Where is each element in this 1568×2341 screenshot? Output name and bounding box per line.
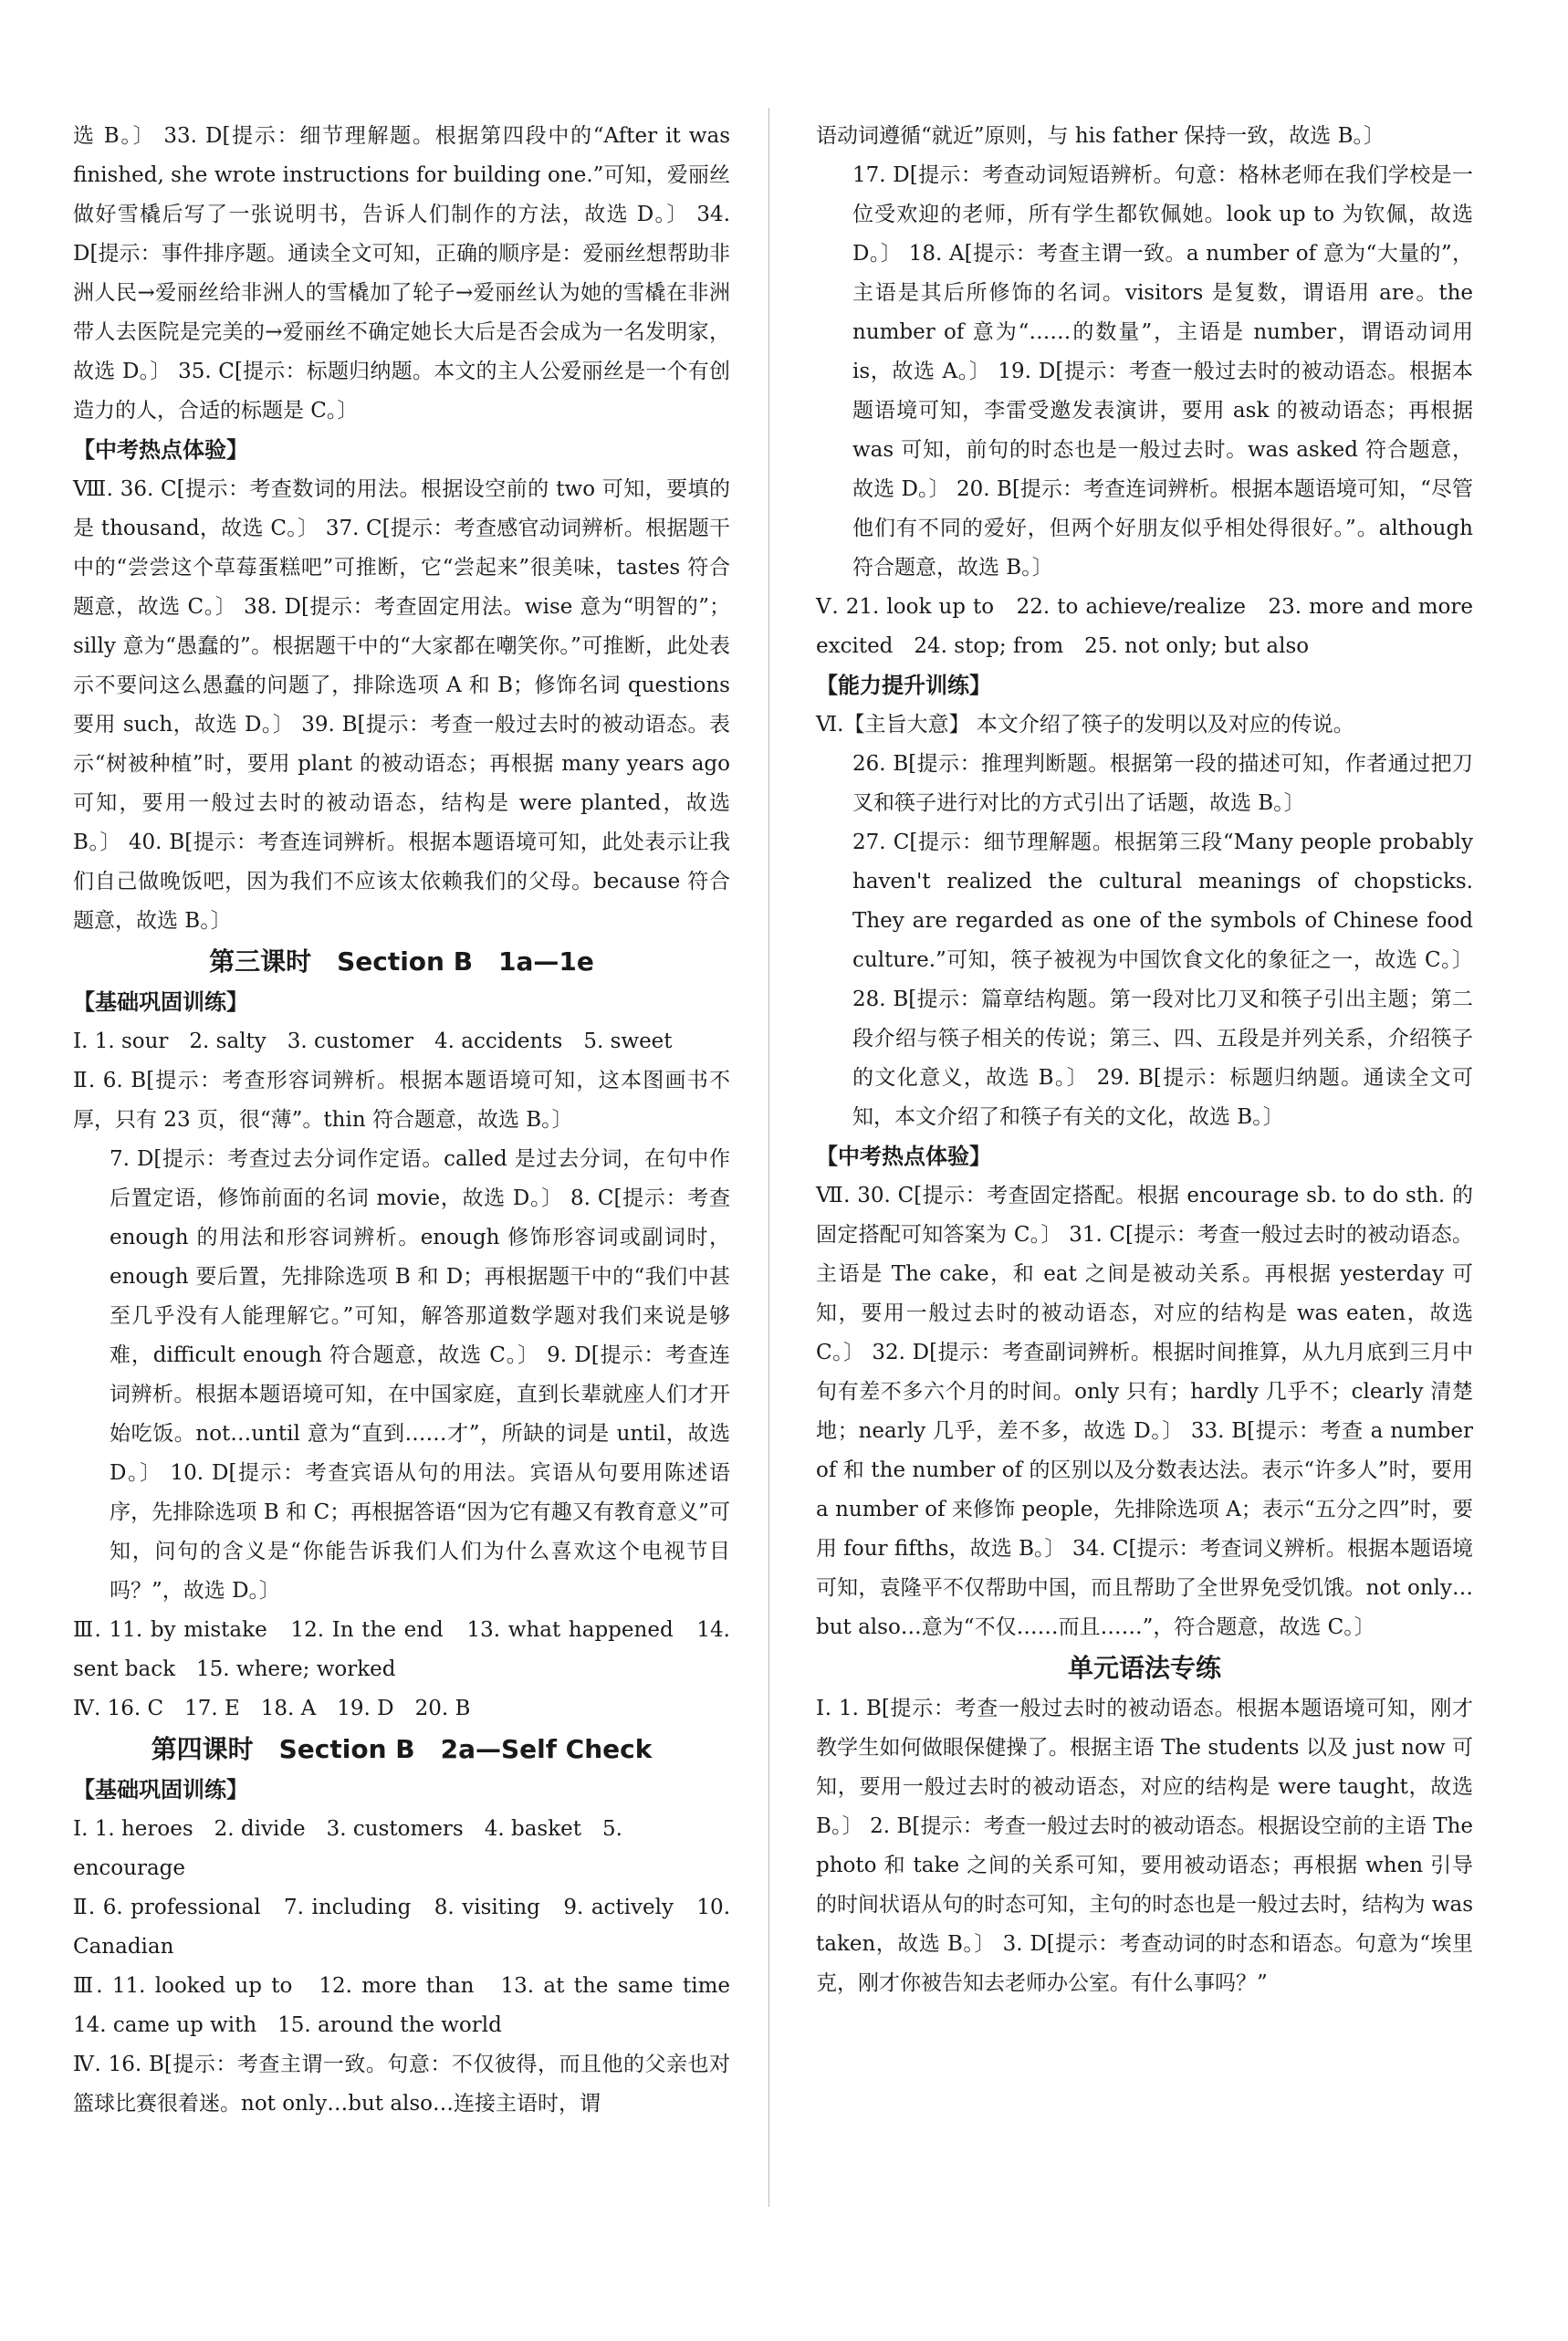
answer-paragraph: Ⅰ. 1. B[提示：考查一般过去时的被动语态。根据本题语境可知，刚才教学生如何做眼保健操了。根据主语 The students 以及 just now 可知，要用一般过去时的被动语态，对应的结构是 were taught，故选 B。〕 2. B[提示：考查一般过去时的被动语态。根据设空前的主语 The photo 和 take 之间的关系可知，要用被动语态；再根据 when 引导的时间状语从句的时态可知，主句的时态也是一般过去时，结构为 was taken，故选 B。〕 3. D[提示：考查动词的时态和语态。句意为“埃里克，刚才你被告知去老师办公室。有什么事吗？”	[816, 1697, 1473, 1995]
answer-paragraph: Ⅱ. 6. B[提示：考查形容词辨析。根据本题语境可知，这本图画书不厚，只有 23 页，很“薄”。thin 符合题意，故选 B。〕	[73, 1069, 730, 1132]
answer-row: Ⅰ. 1. heroes 2. divide 3. customers 4. basket 5. encourage	[73, 1817, 630, 1880]
section-heading: 【中考热点体验】	[816, 1144, 991, 1169]
section-heading: 【基础巩固训练】	[73, 989, 248, 1015]
answer-row: Ⅰ. 1. sour 2. salty 3. customer 4. accidents 5. sweet	[73, 1029, 673, 1053]
left-column	[73, 117, 751, 2124]
lesson-title: 第三课时 Section B 1a—1e	[209, 946, 594, 977]
answer-paragraph: Ⅵ.【主旨大意】 本文介绍了筷子的发明以及对应的传说。	[816, 713, 1354, 737]
answer-paragraph: 选 B。〕 33. D[提示：细节理解题。根据第四段中的“After it was finished, she wrote instructions for building one.”可知，爱丽丝做好雪橇后写了一张说明书，告诉人们制作的方法，故选 D。〕 34. D[提示：事件排序题。通读全文可知，正确的顺序是：爱丽丝想帮助非洲人民→爱丽丝给非洲人的雪橇加了轮子→爱丽丝认为她的雪橇在非洲带人去医院是完美的→爱丽丝不确定她长大后是否会成为一名发明家，故选 D。〕 35. C[提示：标题归纳题。本文的主人公爱丽丝是一个有创造力的人，合适的标题是 C。〕	[73, 124, 730, 423]
right-column	[816, 117, 1473, 2003]
lesson-title: 第四课时 Section B 2a—Self Check	[151, 1734, 653, 1764]
lesson-title: 单元语法专练	[1067, 1653, 1221, 1683]
answer-paragraph: Ⅳ. 16. B[提示：考查主谓一致。句意：不仅彼得，而且他的父亲也对篮球比赛很着迷。not only…but also…连接主语时，谓	[73, 2053, 730, 2116]
answer-paragraph: 17. D[提示：考查动词短语辨析。句意：格林老师在我们学校是一位受欢迎的老师，所有学生都钦佩她。look up to 为钦佩，故选 D。〕 18. A[提示：考查主谓一致。a number of 意为“大量的”，主语是其后所修饰的名词。visitors 是复数，谓语用 are。the number of 意为“……的数量”，主语是 number，谓语动词用 is，故选 A。〕 19. D[提示：考查一般过去时的被动语态。根据本题语境可知，李雷受邀发表演讲，要用 ask 的被动语态；再根据 was 可知，前句的时态也是一般过去时。was asked 符合题意，故选 D。〕 20. B[提示：考查连词辨析。根据本题语境可知，“尽管他们有不同的爱好，但两个好朋友似乎相处得很好。”。although 符合题意，故选 B。〕	[852, 163, 1473, 580]
answer-row: Ⅳ. 16. C 17. E 18. A 19. D 20. B	[73, 1697, 471, 1720]
answer-paragraph: 26. B[提示：推理判断题。根据第一段的描述可知，作者通过把刀叉和筷子进行对比的方式引出了话题，故选 B。〕	[852, 752, 1473, 815]
answer-paragraph: Ⅲ. 11. by mistake 12. In the end 13. what happened 14. sent back 15. where; worked	[73, 1618, 730, 1681]
answer-paragraph: Ⅶ. 30. C[提示：考查固定搭配。根据 encourage sb. to do sth. 的固定搭配可知答案为 C。〕 31. C[提示：考查一般过去时的被动语态。主语是 The cake，和 eat 之间是被动关系。再根据 yesterday 可知，要用一般过去时的被动语态，对应的结构是 was eaten，故选 C。〕 32. D[提示：考查副词辨析。根据时间推算，从九月底到三月中旬有差不多六个月的时间。only 只有；hardly 几乎不；clearly 清楚地；nearly 几乎，差不多，故选 D。〕 33. B[提示：考查 a number of 和 the number of 的区别以及分数表达法。表示“许多人”时，要用 a number of 来修饰 people，先排除选项 A；表示“五分之四”时，要用 four fifths，故选 B。〕 34. C[提示：考查词义辨析。根据本题语境可知，袁隆平不仅帮助中国，而且帮助了全世界免受饥饿。not only…but also…意为“不仅……而且……”，符合题意，故选 C。〕	[816, 1184, 1473, 1639]
answer-paragraph: Ⅲ. 11. looked up to 12. more than 13. at the same time 14. came up with 15. around the world	[73, 1974, 751, 2037]
answer-paragraph: 27. C[提示：细节理解题。根据第三段“Many people probably haven't realized the cultural meanings of chopsticks. They are regarded as one of the symbols of Chinese food culture.”可知，筷子被视为中国饮食文化的象征之一，故选 C。〕 28. B[提示：篇章结构题。第一段对比刀叉和筷子引出主题；第二段介绍与筷子相关的传说；第三、四、五段是并列关系，介绍筷子的文化意义，故选 B。〕 29. B[提示：标题归纳题。通读全文可知，本文介绍了和筷子有关的文化，故选 B。〕	[852, 831, 1473, 1129]
section-heading: 【中考热点体验】	[73, 437, 248, 463]
section-heading: 【能力提升训练】	[816, 673, 991, 698]
answer-paragraph: Ⅷ. 36. C[提示：考查数词的用法。根据设空前的 two 可知，要填的是 thousand，故选 C。〕 37. C[提示：考查感官动词辨析。根据题干中的“尝尝这个草莓蛋糕吧”可推断，它“尝起来”很美味，tastes 符合题意，故选 C。〕 38. D[提示：考查固定用法。wise 意为“明智的”；silly 意为“愚蠢的”。根据题干中的“大家都在嘲笑你。”可推断，此处表示不要问这么愚蠢的问题了，排除选项 A 和 B；修饰名词 questions 要用 such，故选 D。〕 39. B[提示：考查一般过去时的被动语态。表示“树被种植”时，要用 plant 的被动语态；再根据 many years ago 可知，要用一般过去时的被动语态，结构是 were planted，故选 B。〕 40. B[提示：考查连词辨析。根据本题语境可知，此处表示让我们自己做晚饭吧，因为我们不应该太依赖我们的父母。because 符合题意，故选 B。〕	[73, 477, 730, 933]
section-heading: 【基础巩固训练】	[73, 1777, 248, 1803]
column-divider	[768, 108, 769, 2207]
answer-paragraph: Ⅱ. 6. professional 7. including 8. visiting 9. actively 10. Canadian	[73, 1896, 730, 1959]
answer-paragraph: Ⅴ. 21. look up to 22. to achieve/realize 23. more and more excited 24. stop; from 25. not only; but also	[816, 595, 1473, 658]
answer-paragraph: 7. D[提示：考查过去分词作定语。called 是过去分词，在句中作后置定语，修饰前面的名词 movie，故选 D。〕 8. C[提示：考查 enough 的用法和形容词辨析。enough 修饰形容词或副词时，enough 要后置，先排除选项 B 和 D；再根据题干中的“我们中甚至几乎没有人能理解它。”可知，解答那道数学题对我们来说是够难，difficult enough 符合题意，故选 C。〕 9. D[提示：考查连词辨析。根据本题语境可知，在中国家庭，直到长辈就座人们才开始吃饭。not…until 意为“直到……才”，所缺的词是 until，故选 D。〕 10. D[提示：考查宾语从句的用法。宾语从句要用陈述语序，先排除选项 B 和 C；再根据答语“因为它有趣又有教育意义”可知，问句的含义是“你能告诉我们人们为什么喜欢这个电视节目吗？”，故选 D。〕	[110, 1147, 730, 1603]
answer-paragraph: 语动词遵循“就近”原则，与 his father 保持一致，故选 B。〕	[816, 124, 1385, 148]
